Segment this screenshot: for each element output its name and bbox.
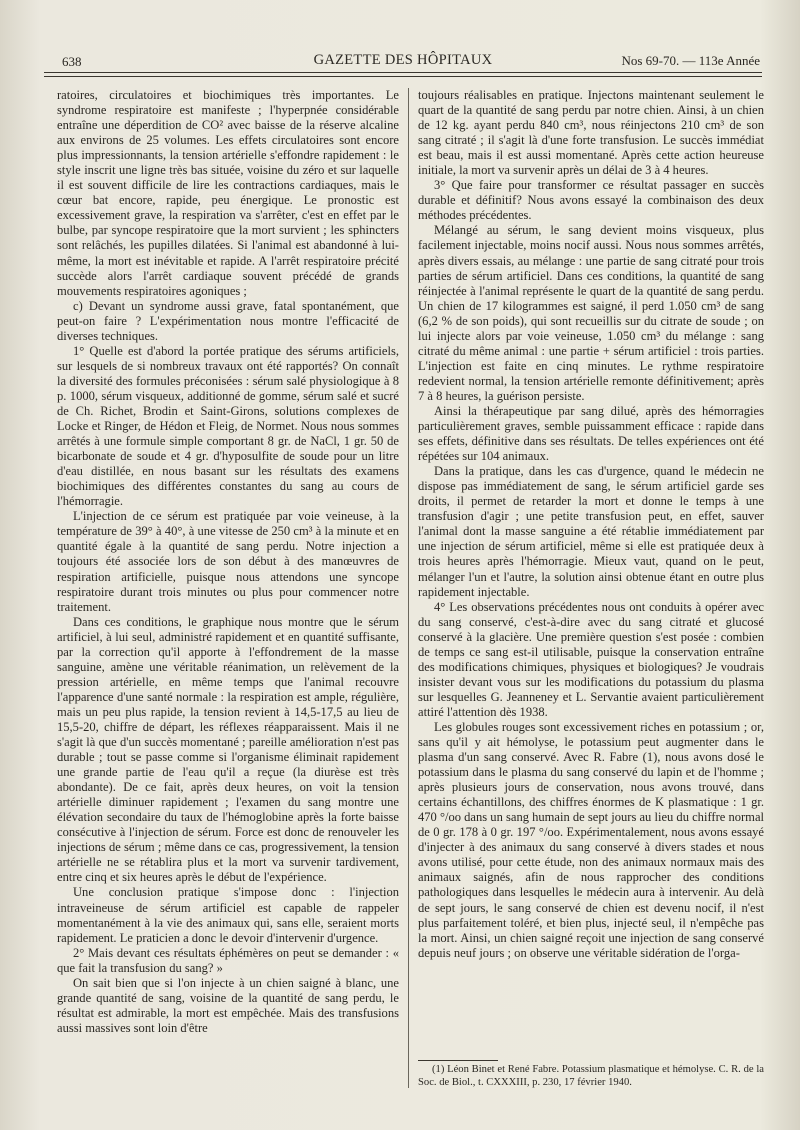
column-divider [408,88,409,1088]
header-rule-thin [44,76,762,77]
paragraph: Dans la pratique, dans les cas d'urgence, quand le médecin ne dispose pas immédiatement de sang, le sérum artificiel garde ses droits, il permet de retarder la mort et donne le temps à une transfusion d'agir ; une petite transfusion peut, en effet, sauver l'animal dont la masse sanguine a été rétablie immédiatement par une injection de sérum artificiel, même si elle est pratiquée deux à trois heures après l'hémorragie. Mieux vaut, quand on le peut, mélanger l'un et l'autre, la solution ainsi obtenue étant en outre plus rapidement injectable. [418,464,764,599]
paragraph: 3° Que faire pour transformer ce résultat passager en succès durable et définitif? Nous avons essayé la combinaison des deux méthodes précédentes. [418,178,764,223]
paragraph: 1° Quelle est d'abord la portée pratique des sérums artificiels, sur lesquels de si nombreux travaux ont été rapportés? On connaît la diversité des formules préconisées : sérum salé physiologique à 8 p. 1000, sérum visqueux, additionné de gomme, sérum salé et sucré de Ch. Richet, Brodin et Saint-Girons, solutions complexes de Locke et Ringer, de Hédon et Fleig, de Normet. Nous nous sommes arrêtés à une formule simple comportant 8 gr. de NaCl, 1 gr. 50 de bicarbonate de soude et 4 gr. d'hyposulfite de soude pour un litre d'eau distillée, en nous basant sur les résultats des examens biochimiques des différentes constantes du sang au cours de l'hémorragie. [57,343,399,509]
paragraph: c) Devant un syndrome aussi grave, fatal spontanément, que peut-on faire ? L'expérimentation nous montre l'efficacité de diverses techniques. [57,298,399,343]
paragraph: On sait bien que si l'on injecte à un chien saigné à blanc, une grande quantité de sang, voisine de la quantité de sang perdu, le résultat est admirable, la mort est empêchée. Mais des transfusions aussi massives sont loin d'être [57,975,399,1035]
running-header [44,48,762,70]
footnote [418,1064,764,1089]
paragraph: toujours réalisables en pratique. Injectons maintenant seulement le quart de la quantité de sang perdu par notre chien. Ainsi, à un chien de 12 kg. ayant perdu 840 cm³, nous réinjectons 210 cm³ de son sang citraté ; il s'agit là d'une forte transfusion. Le succès immédiat est beau, mais il est aussi momentané. Après cette action heureuse initiale, la mort va survenir après un délai de 3 à 4 heures. [418,88,764,178]
footnote-text: (1) Léon Binet et René Fabre. Potassium plasmatique et hémolyse. C. R. de la Soc. de Biol., t. CXXXIII, p. 230, 17 février 1940. [418,1064,764,1088]
paragraph: Mélangé au sérum, le sang devient moins visqueux, plus facilement injectable, moins nocif aussi. Nous nous sommes arrêtés, après divers essais, au mélange : une partie de sang citraté pour trois parties de sérum artificiel. Dans ces conditions, la quantité de sang réinjectée à l'animal représente le quart de la quantité de sang perdu. Un chien de 17 kilogrammes est saigné, il perd 1.050 cm³ de sang (6,2 % de son poids), qui sont recueillis sur du citrate de soude ; on lui injecte alors par voie veineuse, 1.050 cm³ du mélange : sang citraté du même animal : une partie + sérum artificiel : trois parties. L'injection est faite en cinq minutes. Le rythme respiratoire redevient normal, la tension artérielle remonte définitivement; après 7 à 8 heures, la guérison persiste. [418,223,764,403]
paragraph: 4° Les observations précédentes nous ont conduits à opérer avec du sang conservé, c'est-à-dire avec du sang citraté et glucosé conservé à la glacière. Une première question s'est posée : combien de temps ce sang est-il utilisable, puisque la conservation entraîne des modifications chimiques, physiques et biologiques? Je voudrais insister devant vous sur les modifications du potassium du plasma sur lesquelles G. Jeanneney et L. Servantie avaient particulièrement attiré l'attention dès 1938. [418,599,764,719]
paragraph: Les globules rouges sont excessivement riches en potassium ; or, sans qu'il y ait hémolyse, le potassium peut augmenter dans le plasma d'un sang conservé. Avec R. Fabre (1), nous avons dosé le potassium dans le plasma du sang conservé du lapin et de l'homme ; après plusieurs jours de conservation, nous avons trouvé, dans certains échantillons, des chiffres énormes de K plasmatique : 1 gr. 470 °/oo dans un sang humain de sept jours au lieu du chiffre normal de 0 gr. 178 à 0 gr. 197 °/oo. Expérimentalement, nous avons essayé d'injecter à des animaux du sang conservé à divers stades et nous avons utilisé, pour cette étude, non des animaux normaux mais des animaux saignés, afin de nous rapprocher des conditions pathologiques dans lesquelles le médecin aura à intervenir. Au delà de sept jours, le sang conservé de chien est devenu nocif, il n'est plus parfaitement toléré, et bien plus, injecté seul, il n'empêche pas la mort. Ainsi, un chien saigné reçoit une injection de sang conservé depuis neuf jours ; on observe une véritable sidération de l'orga- [418,719,764,960]
paragraph: Ainsi la thérapeutique par sang dilué, après des hémorragies particulièrement graves, semble puissamment efficace : rapide dans ses effets, définitive dans ses résultats. De telles expériences ont été répétées sur 104 animaux. [418,403,764,464]
left-column [57,88,399,1036]
right-column [418,88,764,961]
paragraph: L'injection de ce sérum est pratiquée par voie veineuse, à la température de 39° à 40°, à une vitesse de 250 cm³ à la minute et en quantité égale à la quantité de sang perdu. Notre injection a toujours été associée lors de son début à des manœuvres de respiration artificielle, puisque nous attendons une syncope respiratoire durant trois minutes ou plus pour commencer notre traitement. [57,509,399,614]
footnote-rule [418,1060,498,1061]
issue-info: Nos 69-70. — 113e Année [621,53,760,68]
journal-title: GAZETTE DES HÔPITAUX [313,52,493,68]
paragraph: ratoires, circulatoires et biochimiques très importantes. Le syndrome respiratoire est manifeste ; l'hyperpnée considérable entraîne une déperdition de CO² avec baisse de la réserve alcaline aux environs de 25 volumes. Les effets circulatoires sont encore plus impressionnants, la tension artérielle s'effondre rapidement : le style inscrit une ligne très bas située, voisine du zéro et sur laquelle il est souvent difficile de lire les contractions cardiaques, mais le cœur bat encore, rapide, peu énergique. Le pronostic est excessivement grave, la respiration va s'arrêter, c'est en effet par le bulbe, par syncope respiratoire que la mort survient ; les sphincters sont relâchés, les pupilles dilatées. Si l'animal est abandonné à lui-même, la mort est inévitable et rapide. A l'arrêt respiratoire précité succède alors l'arrêt cardiaque souvent précédé de grands mouvements respiratoires agoniques ; [57,88,399,298]
paragraph: Une conclusion pratique s'impose donc : l'injection intraveineuse de sérum artificiel est capable de rappeler momentanément à la vie des animaux qui, sans elle, seraient morts rapidement. Le praticien a donc le devoir d'intervenir d'urgence. [57,885,399,945]
header-rule [44,72,762,73]
paragraph: 2° Mais devant ces résultats éphémères on peut se demander : « que fait la transfusion du sang? » [57,945,399,975]
paragraph: Dans ces conditions, le graphique nous montre que le sérum artificiel, à lui seul, administré rapidement et en quantité suffisante, par la correction qu'il apporte à l'effondrement de la masse sanguine, amène une véritable réanimation, un relèvement de la pression artérielle, en même temps que l'animal recouvre l'apparence d'une santé normale : la respiration est ample, régulière, mais un peu plus rapide, la tension revient à 14,5-17,5 au lieu de 15,5-20, chiffre de départ, les réflexes réapparaissent. Mais il ne s'agit là que d'un succès momentané ; pareille amélioration n'est pas durable ; tout se passe comme si l'organisme éliminait rapidement une grande partie de l'eau qu'il a reçue (la diurèse est très abondante). De ce fait, après deux heures, on voit la tension artérielle diminuer rapidement ; l'examen du sang montre une élévation secondaire du taux de l'hémoglobine après la forte baisse consécutive à l'injection de sérum. Force est donc de renouveler les injections de sérum ; même dans ce cas, progressivement, la tension artérielle ne se rétablira plus et la mort va survenir tardivement, entre cinq et six heures après le début de l'expérience. [57,614,399,885]
page-number: 638 [62,54,82,69]
